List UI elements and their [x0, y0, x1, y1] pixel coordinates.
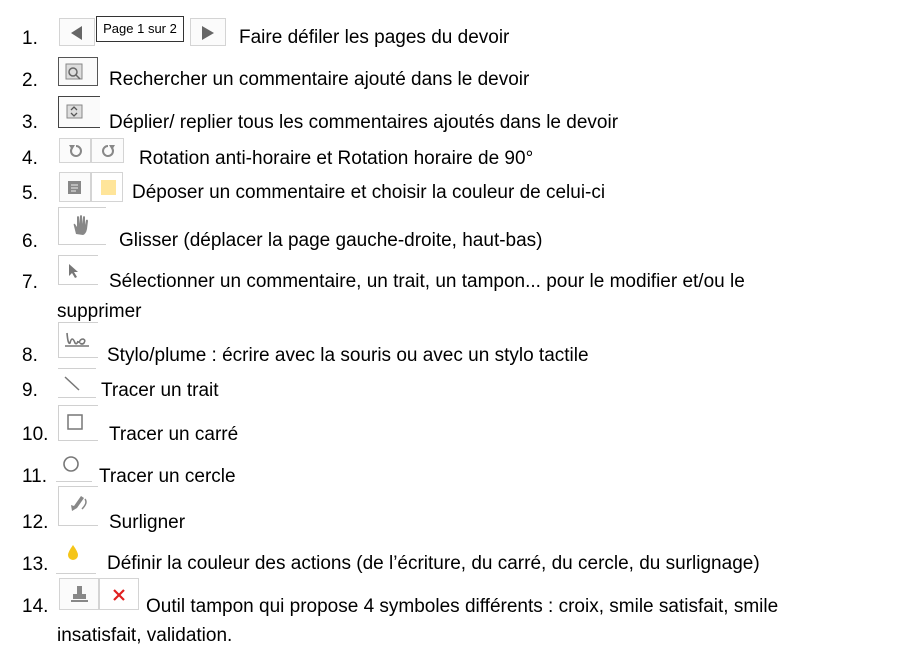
list-item-2: 2. Rechercher un commentaire ajouté dans le devoir: [0, 57, 919, 97]
list-item-9: 9. Tracer un trait: [0, 368, 919, 408]
expand-collapse-button[interactable]: [58, 96, 100, 128]
list-item-1: 1. Page 1 sur 2 Faire défiler les pages du devoir: [0, 18, 919, 58]
list-item-10: 10. Tracer un carré: [0, 405, 919, 445]
color-drop-icon: [66, 544, 80, 562]
previous-page-button[interactable]: [59, 18, 95, 46]
cursor-icon: [68, 263, 80, 279]
pen-tool-button[interactable]: [58, 322, 98, 358]
search-comment-button[interactable]: [58, 57, 98, 86]
item-text: Tracer un carré: [109, 424, 239, 445]
cross-icon: [112, 588, 126, 602]
arrow-left-icon: [70, 26, 84, 40]
item-text: Tracer un trait: [101, 380, 219, 401]
stamp-cross-button[interactable]: [99, 578, 139, 610]
pen-icon: [65, 331, 91, 347]
page-indicator: Page 1 sur 2: [96, 16, 184, 42]
item-text: Faire défiler les pages du devoir: [239, 27, 510, 48]
item-text-continued: supprimer: [57, 301, 142, 322]
item-text: Rotation anti-horaire et Rotation horaire de 90°: [139, 148, 534, 169]
next-page-button[interactable]: [190, 18, 226, 46]
color-swatch-icon: [101, 180, 116, 195]
list-item-3: 3. Déplier/ replier tous les commentaires ajoutés dans le devoir: [0, 96, 919, 136]
line-icon: [63, 375, 81, 393]
item-text: Stylo/plume : écrire avec la souris ou avec un stylo tactile: [107, 345, 589, 366]
list-item-13: 13. Définir la couleur des actions (de l’écriture, du carré, du cercle, du surlignage): [0, 538, 919, 578]
line-tool-button[interactable]: [58, 368, 96, 398]
comment-icon: [67, 180, 83, 196]
arrow-right-icon: [201, 26, 215, 40]
hand-tool-button[interactable]: [58, 207, 106, 245]
list-item-12: 12. Surligner: [0, 486, 919, 526]
item-text: Déplier/ replier tous les commentaires ajoutés dans le devoir: [109, 112, 619, 133]
highlighter-tool-button[interactable]: [58, 486, 98, 526]
circle-icon: [62, 455, 80, 473]
expand-collapse-icon: [66, 104, 84, 120]
item-text: Tracer un cercle: [99, 466, 236, 487]
rotate-left-icon: [68, 143, 84, 159]
square-icon: [67, 414, 85, 432]
square-tool-button[interactable]: [58, 405, 98, 441]
rotate-right-button[interactable]: [91, 138, 124, 163]
search-comment-icon: [65, 63, 87, 81]
item-text: Déposer un commentaire et choisir la couleur de celui-ci: [132, 182, 606, 203]
hand-icon: [71, 214, 91, 236]
list-item-6: 6. Glisser (déplacer la page gauche-droite, haut-bas): [0, 207, 919, 247]
rotate-left-button[interactable]: [59, 138, 91, 163]
action-color-button[interactable]: [56, 538, 96, 574]
item-text: Sélectionner un commentaire, un trait, un tampon... pour le modifier et/ou le: [109, 271, 745, 292]
item-text: Définir la couleur des actions (de l’écriture, du carré, du cercle, du surlignage): [107, 553, 760, 574]
list-item-5: 5. Déposer un commentaire et choisir la couleur de celui-ci: [0, 172, 919, 212]
stamp-icon: [70, 585, 90, 605]
list-item-4: 4. Rotation anti-horaire et Rotation horaire de 90°: [0, 138, 919, 178]
stamp-tool-button[interactable]: [59, 578, 99, 610]
circle-tool-button[interactable]: [56, 448, 92, 482]
rotate-right-icon: [100, 143, 116, 159]
comment-button[interactable]: [59, 172, 91, 202]
list-item-8: 8. Stylo/plume : écrire avec la souris ou avec un stylo tactile: [0, 322, 919, 362]
list-item-7: 7. Sélectionner un commentaire, un trait, un tampon... pour le modifier et/ou le supprimer: [0, 255, 919, 327]
item-text: Outil tampon qui propose 4 symboles différents : croix, smile satisfait, smile: [146, 596, 779, 617]
item-text: Rechercher un commentaire ajouté dans le devoir: [109, 69, 530, 90]
list-item-11: 11. Tracer un cercle: [0, 448, 919, 488]
item-text: Surligner: [109, 512, 186, 533]
item-text-continued: insatisfait, validation.: [57, 625, 233, 646]
highlighter-icon: [68, 493, 90, 515]
list-item-14: 14. Outil tampon qui propose 4 symboles différents : croix, smile satisfait, smile insatisfait, validation.: [0, 578, 919, 650]
item-text: Glisser (déplacer la page gauche-droite, haut-bas): [119, 230, 543, 251]
select-tool-button[interactable]: [58, 255, 98, 285]
comment-color-button[interactable]: [91, 172, 123, 202]
